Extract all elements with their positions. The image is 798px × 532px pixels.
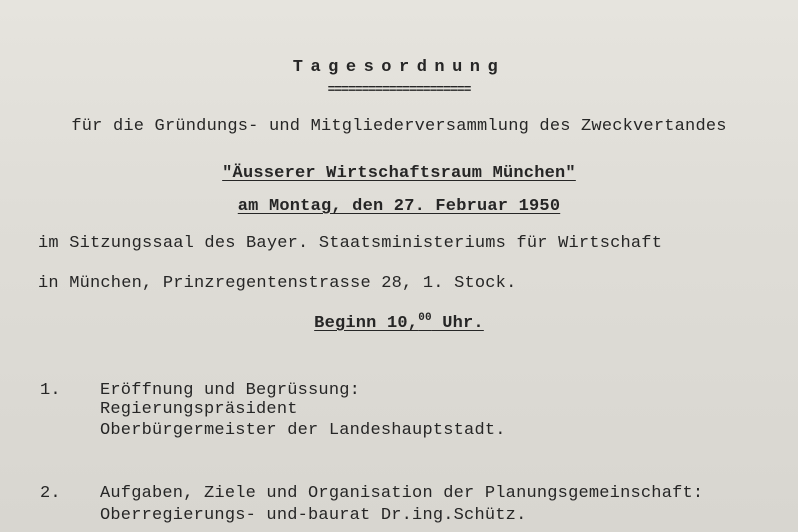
start-time (0, 314, 798, 334)
agenda-item-1-speaker-2: Oberbürgermeister der Landeshauptstadt. (100, 421, 506, 440)
agenda-item-2-number: 2. (40, 484, 61, 503)
agenda-item-1-heading: Eröffnung und Begrüssung: (100, 381, 361, 400)
organization-name: "Äusserer Wirtschaftsraum München" (222, 164, 576, 183)
agenda-item-1-number: 1. (40, 381, 61, 400)
agenda-item-2-heading: Aufgaben, Ziele und Organisation der Planungsgemeinschaft: (100, 484, 704, 503)
start-time-suffix: Uhr. (431, 314, 484, 333)
document-title: Tagesordnung (292, 58, 506, 77)
venue-line-2: in München, Prinzregentenstrasse 28, 1. Stock. (38, 274, 517, 293)
start-time-prefix: Beginn 10, (314, 314, 419, 333)
title-underline-rule: ===================== (327, 82, 471, 97)
agenda-item-1-speaker-1: Regierungspräsident (100, 400, 298, 419)
meeting-date: am Montag, den 27. Februar 1950 (237, 197, 561, 216)
document-subtitle: für die Gründungs- und Mitgliederversammlung des Zweckvertandes (71, 117, 727, 136)
start-time-minutes: 00 (418, 312, 432, 324)
agenda-item-2-speaker: Oberregierungs- und-baurat Dr.ing.Schütz. (100, 506, 527, 525)
venue-line-1: im Sitzungssaal des Bayer. Staatsministeriums für Wirtschaft (38, 234, 663, 253)
